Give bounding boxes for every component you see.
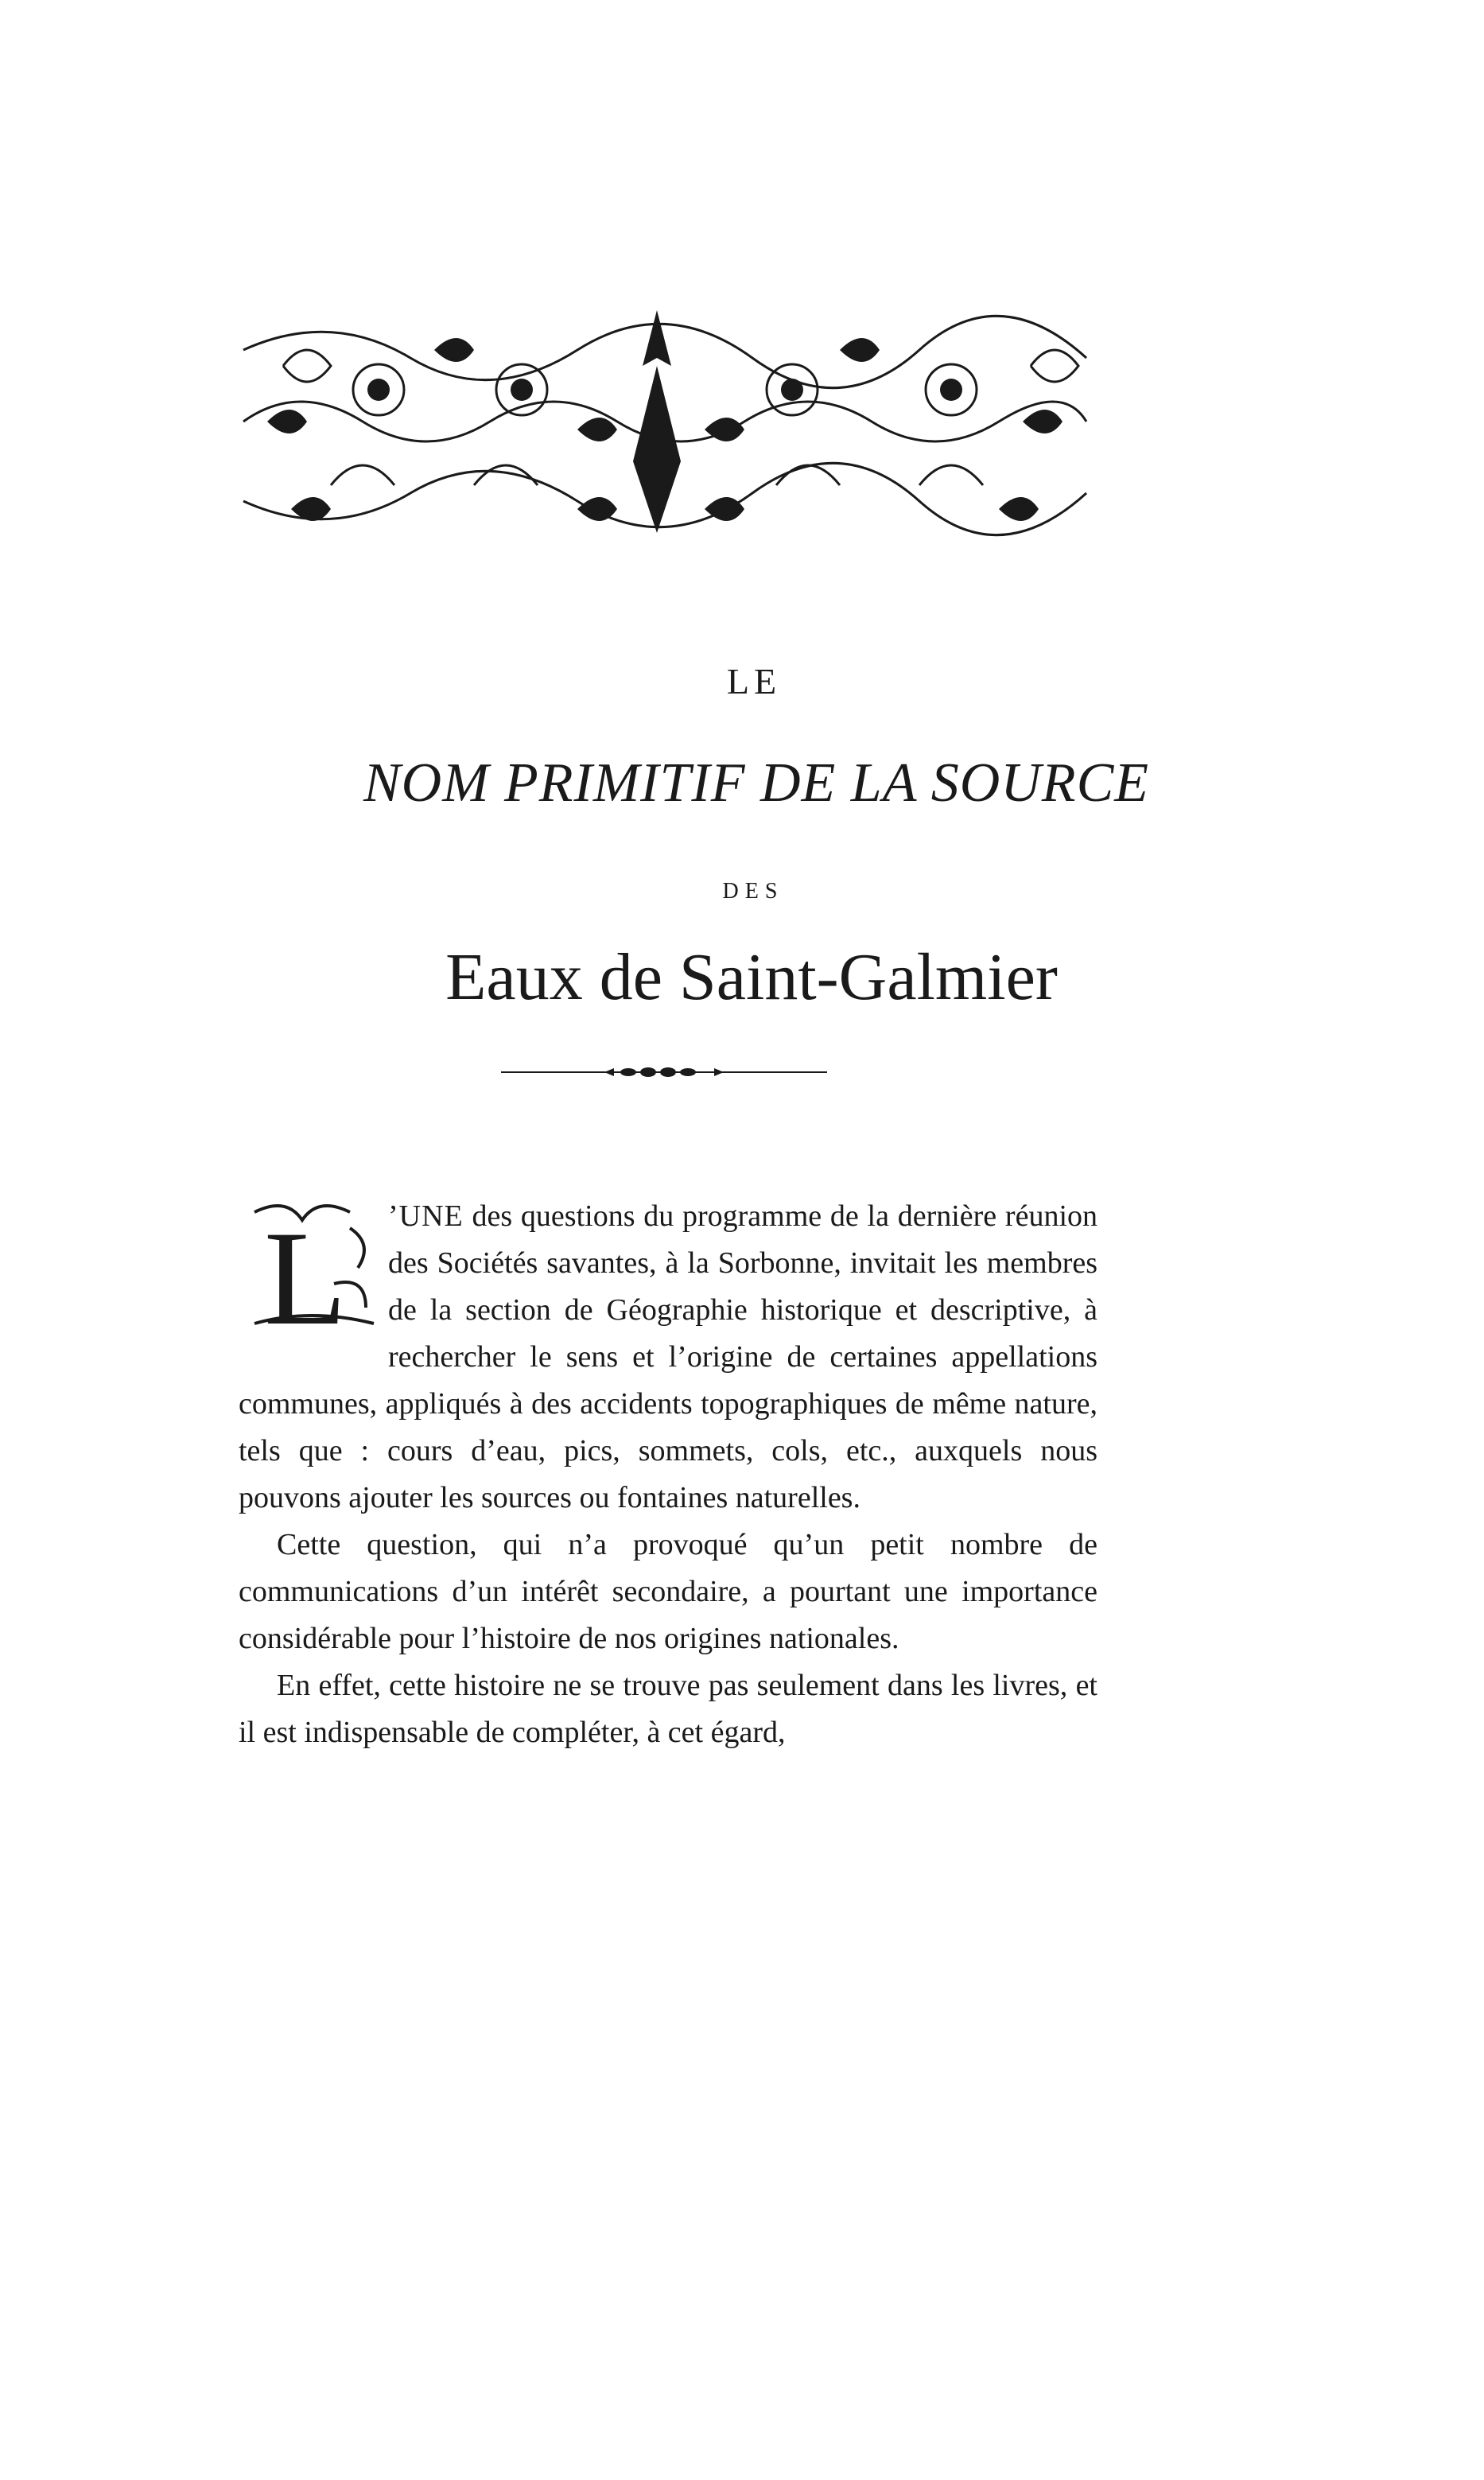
decorative-rule-icon (501, 1063, 827, 1082)
heading-des: DES (722, 879, 784, 904)
svg-text:L: L (264, 1203, 347, 1338)
paragraph-1-text: des questions du programme de la dernière réunion des Sociétés savantes, à la Sorbonne, invitait les membres de la section de Géographie historique et descriptive, à rechercher le sens et l’origine de certaines appellations communes, appliqués à des accidents topographiques de même nature, tels que : cours d’eau, pics, sommets, cols, etc., auxquels nous pouvons ajouter les sources ou fontaines naturelles. (239, 1199, 1097, 1514)
page-subtitle: Eaux de Saint-Galmier (445, 940, 1058, 1014)
lead-word: ’UNE (388, 1199, 464, 1233)
paragraph-1 (239, 1193, 1097, 1522)
floral-ornament-icon (235, 302, 1094, 549)
heading-le: LE (726, 661, 782, 702)
paragraph-3: En effet, cette histoire ne se trouve pas seulement dans les livres, et il est indispensable de compléter, à cet égard, (239, 1669, 1097, 1749)
body-text (239, 1193, 1097, 1756)
dropcap-initial-icon (239, 1196, 380, 1338)
paragraph-2: Cette question, qui n’a provoqué qu’un petit nombre de communications d’un intérêt secondaire, a pourtant une importance considérable pour l’histoire de nos origines nationales. (239, 1528, 1097, 1655)
page-title: NOM PRIMITIF DE LA SOURCE (363, 752, 1150, 814)
